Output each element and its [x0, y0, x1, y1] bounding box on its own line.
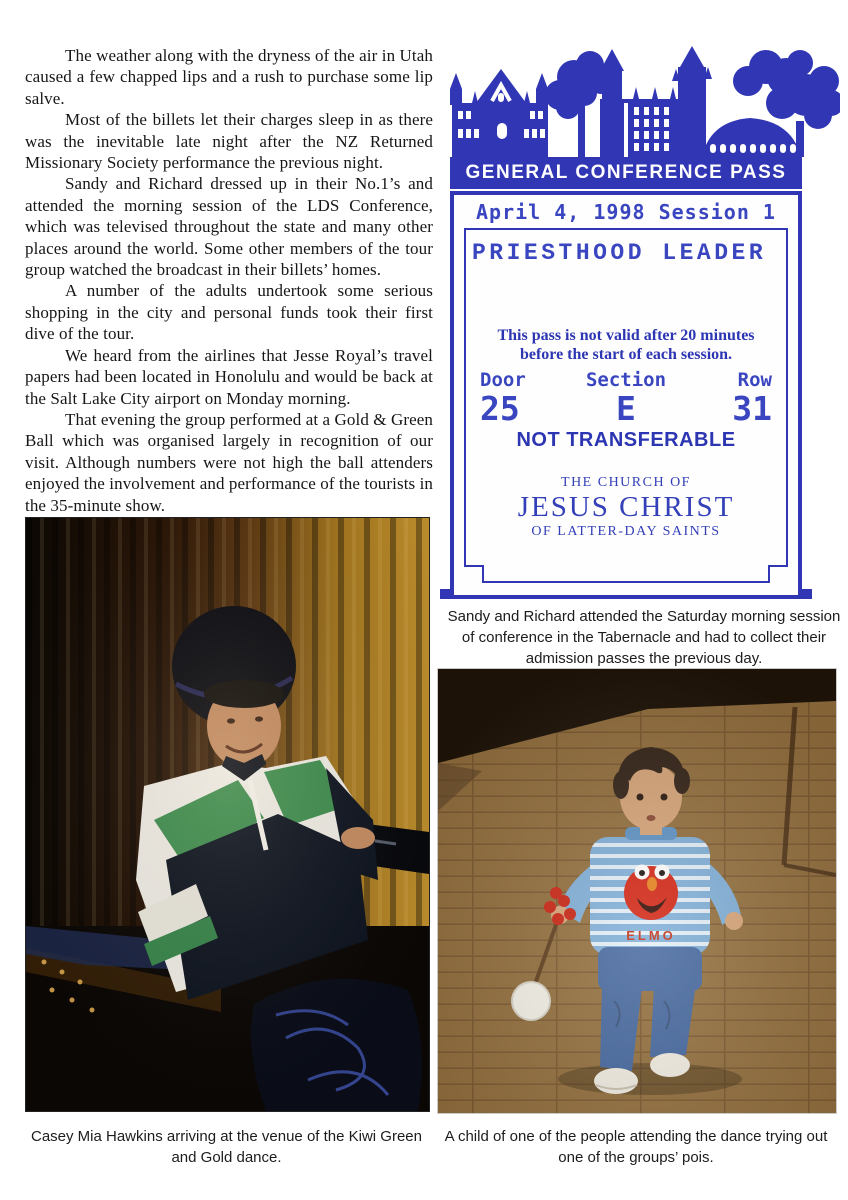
pass-validity-notice: [466, 326, 786, 364]
church-line3: OF LATTER-DAY SAINTS: [531, 524, 721, 539]
pass-validity-line1: This pass is not valid after 20 minutes: [497, 327, 755, 344]
pass-date-line: April 4, 1998 Session 1: [476, 200, 776, 224]
article-paragraph: We heard from the airlines that Jesse Royal’s travel papers had been located in Honolulu and would be back at the Salt Lake City airport on Monday morning.: [25, 345, 433, 408]
pass-caption: Sandy and Richard attended the Saturday morning session of conference in the Tabernacle and had to collect their admission passes the previous day.: [447, 608, 841, 667]
corner-square: [440, 589, 450, 599]
pass-validity-line2: before the start of each session.: [519, 346, 733, 363]
pass-title: GENERAL CONFERENCE PASS: [465, 162, 787, 183]
temple-square-skyline-graphic: [450, 45, 840, 157]
inner-box-notch: [464, 565, 484, 583]
photo-casey-hawkins: [25, 517, 430, 1112]
row-label: Row: [737, 369, 772, 391]
corner-square: [802, 589, 812, 599]
pass-holder-type: PRIESTHOOD LEADER: [472, 240, 767, 266]
church-line2: JESUS CHRIST: [517, 491, 735, 523]
door-value: 25: [480, 389, 520, 428]
photo-left-caption: Casey Mia Hawkins arriving at the venue of the Kiwi Green and Gold dance.: [30, 1128, 422, 1166]
not-transferable-notice: NOT TRANSFERABLE: [516, 429, 736, 451]
seat-labels-row: [466, 369, 786, 391]
door-label: Door: [480, 369, 526, 391]
article: [25, 45, 433, 516]
article-paragraph: The weather along with the dryness of the air in Utah caused a few chapped lips and a rush to purchase some lip salve.: [25, 46, 433, 108]
seat-values-row: [466, 391, 786, 427]
article-paragraph: A number of the adults undertook some serious shopping in the city and personal funds took their first dive of the tour.: [25, 281, 433, 344]
article-paragraph: That evening the group performed at a Gold & Green Ball which was organised largely in recognition of our visit. Although numbers were not high the ball attenders enjoyed the involvement and performance of the tourists in the 35-minute show.: [25, 409, 434, 515]
article-paragraph: Most of the billets let their charges sleep in as there was the inevitable late night after the NZ Returned Missionary Society performance the previous night.: [25, 110, 433, 173]
church-wordmark: [466, 475, 786, 540]
photo-child-with-poi: [437, 668, 837, 1114]
pass-frame: [450, 191, 802, 599]
pass-inner-box: [464, 228, 788, 583]
photo-right-caption: A child of one of the people attending the dance trying out one of the groups’ pois.: [444, 1128, 828, 1166]
pass-title-band: [450, 157, 802, 189]
row-value: 31: [732, 389, 772, 428]
section-value: E: [616, 389, 636, 428]
article-paragraph: Sandy and Richard dressed up in their No.1’s and attended the morning session of the LDS Conference, which was televised throughout the state and many other places around the world. Some other members of the tour group watched the broadcast in their billets’ homes.: [25, 174, 433, 280]
inner-box-notch: [768, 565, 788, 583]
church-line1: THE CHURCH OF: [561, 475, 691, 490]
section-label: Section: [585, 369, 667, 391]
